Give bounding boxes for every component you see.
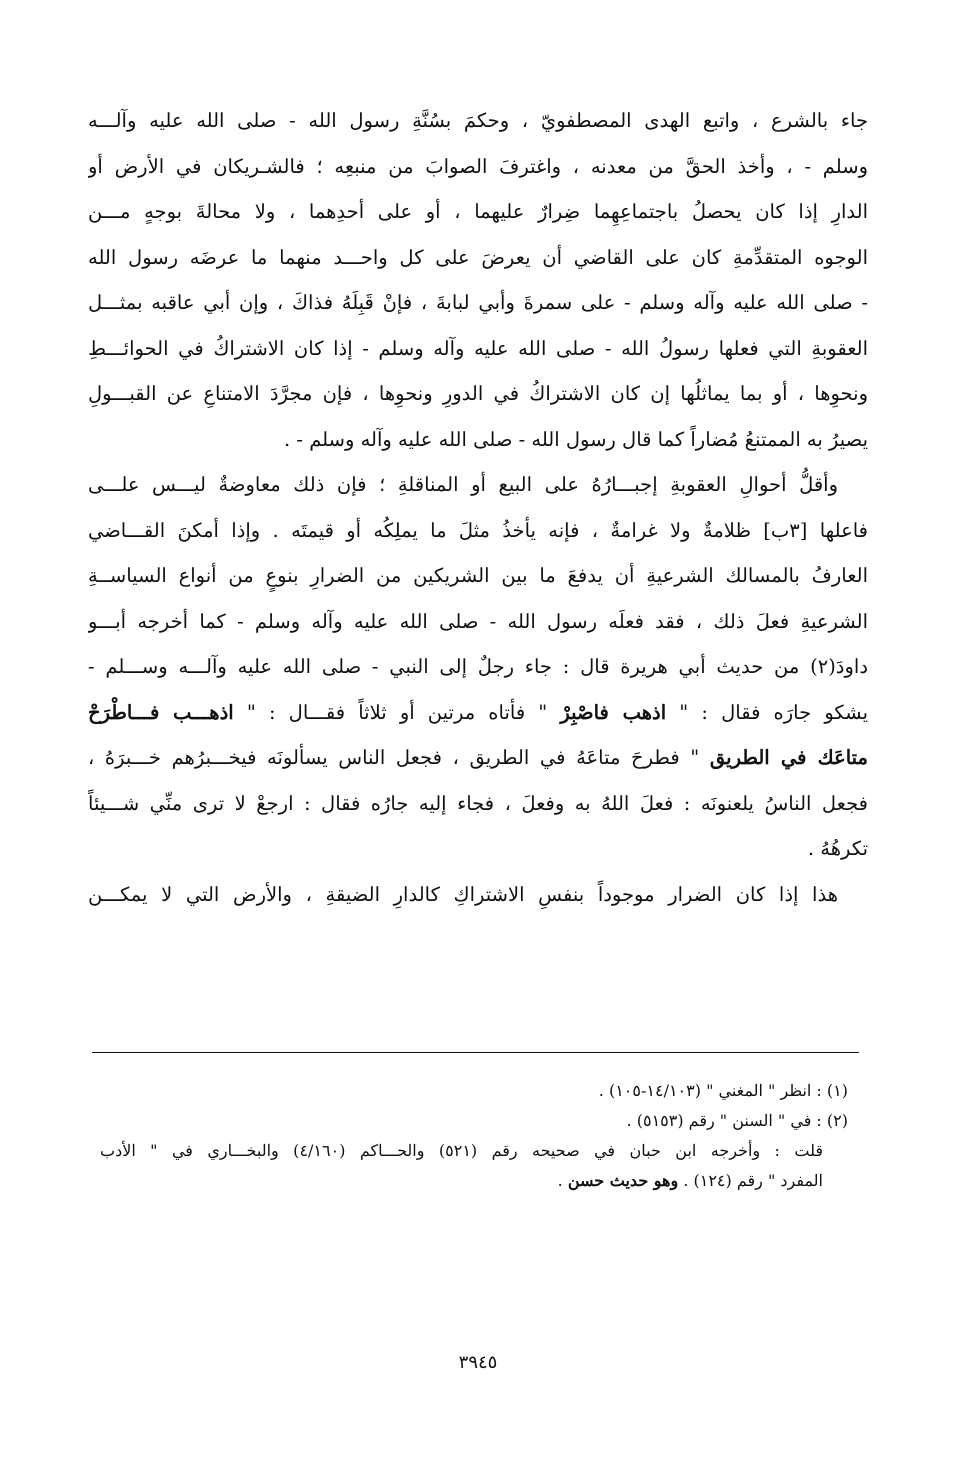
page-number: ٣٩٤٥ bbox=[458, 1352, 498, 1373]
text-line: داودَ(٢) من حديث أبي هريرة قال : جاء رجلٌ إلى النبي - صلى الله عليه وآلـــه وســـلم - bbox=[88, 655, 868, 678]
text-line: جاء بالشرع ، واتبع الهدى المصطفويّ ، وحكمَ بسُنَّةِ رسول الله - صلى الله عليه وآلـــه bbox=[88, 109, 868, 132]
footnote-1: (١) : انظر " المغني " (١٤/١٠٣-١٠٥) . bbox=[598, 1081, 848, 1100]
text-line: - صلى الله عليه وآله وسلم - على سمرةَ وأبي لبابةَ ، فإنْ قَبِلَهُ فذاكَ ، وإن أبي عاقبه بمثـــل bbox=[88, 291, 868, 314]
text-line: الوجوه المتقدِّمةِ كان على القاضي أن يعرضَ على كل واحـــد منهما ما عرضَه رسول الله bbox=[88, 245, 868, 269]
text-line: يصيرُ به الممتنعُ مُضاراً كما قال رسول الله - صلى الله عليه وآله وسلم - . bbox=[284, 427, 868, 451]
hadith-text: يشكو جارَه فقال : " bbox=[666, 700, 868, 724]
text-line: الشرعيةِ فعلَ ذلك ، فقد فعلَه رسول الله - صلى الله عليه وآله وسلم - كما أخرجه أبـــو bbox=[88, 609, 868, 633]
text-line: وأقلُّ أحوالِ العقوبةِ إجبـــارُهُ على البيع أو المناقلةِ ؛ فإن ذلك معاوضةٌ ليـــس علـــى bbox=[88, 473, 838, 496]
text-line: العارفُ بالمسالك الشرعيةِ أن يدفعَ ما بين الشريكين من الضرارِ بنوعٍ من أنواع السياســةِ bbox=[88, 564, 868, 587]
footnote-text: . bbox=[557, 1171, 568, 1190]
footnote-2: (٢) : في " السنن " رقم (٥١٥٣) . bbox=[626, 1111, 848, 1130]
hadith-quote-bold: اذهـــب فـــاطْرَحْ bbox=[88, 700, 234, 724]
footnote-divider bbox=[92, 1052, 859, 1053]
text-line: فاعلها [٣ب] ظلامةٌ ولا غرامةٌ ، فإنه يأخذُ مثلَ ما يملِكُه أو قيمتَه . وإذا أمكنَ القـــاضي bbox=[88, 518, 868, 542]
footnote-grading-bold: وهو حديث حسن bbox=[567, 1171, 679, 1190]
footnote-note-line bbox=[100, 1166, 848, 1196]
text-line: ونحوِها ، أو بما يماثلُها إن كان الاشتراكُ في الدورِ ونحوِها ، فإن مجرَّدَ الامتناعِ عن القبـــولِ bbox=[88, 382, 868, 405]
footnote-text: المفرد " رقم (١٢٤) . bbox=[678, 1171, 823, 1190]
text-line: العقوبةِ التي فعلها رسولُ الله - صلى الله عليه وآله وسلم - إذا كان الاشتراكُ في الحوائـــطِ bbox=[88, 336, 868, 360]
footnote-note-line: قلت : وأخرجه ابن حبان في صحيحه رقم (٥٢١) والحـــاكم (٤/١٦٠) والبخـــاري في " الأدب bbox=[100, 1141, 824, 1160]
text-line: الدارِ إذا كان يحصلُ باجتماعِهِما ضِرارٌ عليهما ، أو على أحدِهما ، ولا محالةَ بوجهٍ مـــن bbox=[88, 200, 868, 223]
closing-line: هذا إذا كان الضرار موجوداً بنفسِ الاشتراكِ كالدارِ الضيقةِ ، والأرض التي لا يمكـــن bbox=[88, 882, 838, 906]
hadith-line: فجعل الناسُ يلعنونَه : فعلَ اللهُ به وفعلَ ، فجاء إليه جارُه فقال : ارجعْ لا ترى منِّي شـــيئاً bbox=[88, 791, 868, 815]
hadith-line bbox=[88, 690, 868, 736]
main-text bbox=[88, 98, 868, 917]
hadith-text: " فأتاه مرتين أو ثلاثاً فقـــال : " bbox=[233, 700, 561, 724]
hadith-line bbox=[88, 735, 868, 781]
hadith-quote-bold: اذهب فاصْبِرْ bbox=[560, 700, 667, 724]
hadith-quote-bold: متاعَك في الطريق bbox=[709, 746, 868, 769]
hadith-line: تكرهُهُ . bbox=[807, 837, 868, 860]
text-line: وسلم - ، وأخذ الحقَّ من معدنه ، واغترفَ الصوابَ من منبعِه ؛ فالشـريكان في الأرض أو bbox=[88, 154, 868, 178]
footnotes bbox=[100, 1076, 848, 1196]
hadith-text: " فطرحَ متاعَهُ في الطريق ، فجعل الناس يسألونَه فيخـــبرُهم خـــبرَهُ ، bbox=[88, 746, 710, 769]
